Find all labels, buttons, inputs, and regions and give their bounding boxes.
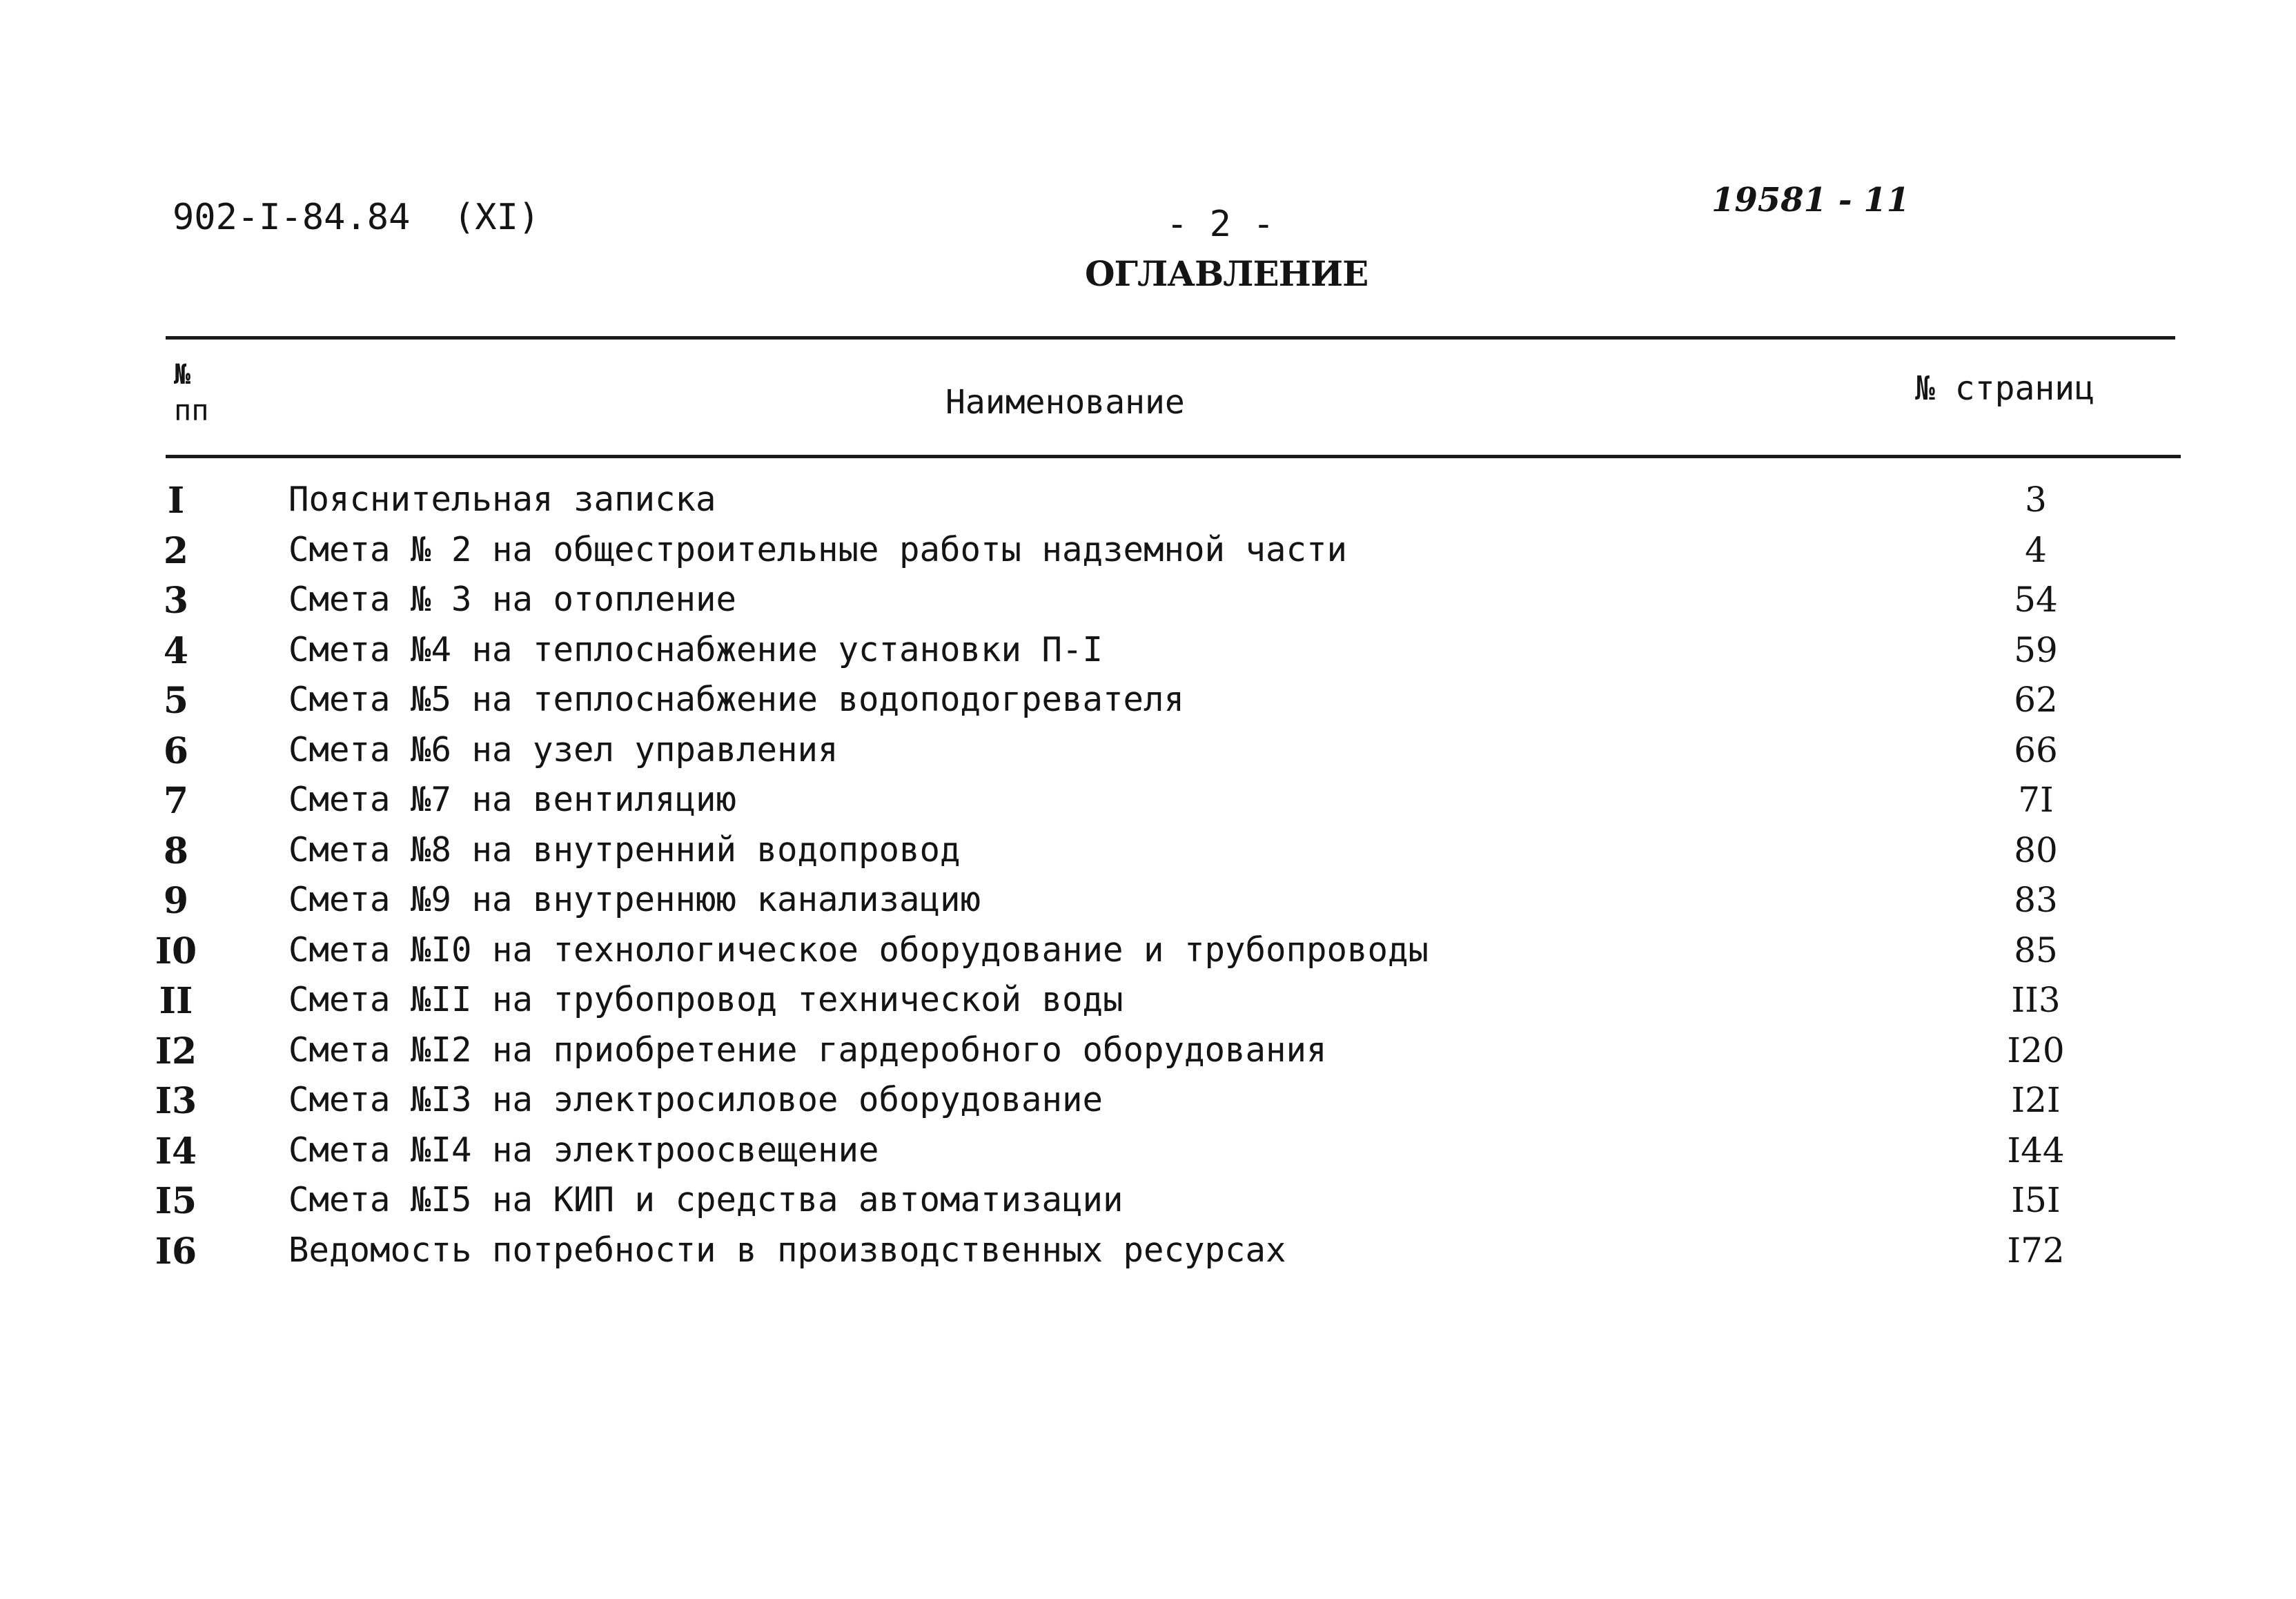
table-row — [0, 980, 2296, 1030]
table-row — [0, 830, 2296, 880]
table-row — [0, 780, 2296, 830]
row-number: I2 — [155, 1030, 197, 1072]
row-page: I2I — [2011, 1080, 2061, 1120]
row-name: Смета №5 на теплоснабжение водоподогревателя — [288, 680, 1185, 719]
table-row — [0, 1030, 2296, 1080]
table-top-rule — [166, 336, 2175, 340]
handwritten-code: 19581 - 11 — [1711, 181, 1910, 219]
column-header-pages: № страниц — [1915, 369, 2095, 408]
row-number: 6 — [163, 729, 189, 772]
row-page: I72 — [2007, 1230, 2065, 1271]
table-row — [0, 880, 2296, 930]
row-page: I44 — [2007, 1130, 2065, 1170]
row-page: II3 — [2011, 980, 2061, 1020]
row-number: I4 — [155, 1130, 197, 1173]
table-row — [0, 730, 2296, 780]
row-page: 54 — [2014, 580, 2058, 620]
page-number: - 2 - — [1166, 204, 1275, 245]
row-name: Смета №I4 на электроосвещение — [288, 1130, 879, 1170]
row-page: 4 — [2025, 529, 2047, 570]
row-name: Смета №4 на теплоснабжение установки П-I — [288, 629, 1103, 669]
document-code: 902-I-84.84 (XI) — [173, 197, 540, 238]
row-name: Смета №II на трубопровод технической воды — [288, 980, 1124, 1019]
row-number: I3 — [155, 1080, 197, 1122]
row-name: Смета № 2 на общестроительные работы надземной части — [288, 529, 1348, 569]
row-page: 80 — [2014, 830, 2058, 870]
table-row — [0, 680, 2296, 729]
row-number: I6 — [155, 1230, 197, 1273]
row-number: 4 — [163, 629, 189, 672]
row-page: 3 — [2025, 480, 2047, 520]
table-row — [0, 1130, 2296, 1180]
table-row — [0, 1230, 2296, 1280]
row-number: II — [159, 980, 193, 1022]
row-page: I20 — [2007, 1030, 2065, 1070]
row-number: 7 — [163, 780, 189, 822]
row-name: Пояснительная записка — [288, 480, 716, 519]
row-name: Смета №I5 на КИП и средства автоматизации — [288, 1180, 1124, 1219]
row-page: 62 — [2014, 680, 2058, 720]
table-row — [0, 630, 2296, 680]
row-number: 2 — [163, 529, 189, 572]
row-name: Смета №I2 на приобретение гардеробного оборудования — [288, 1030, 1327, 1070]
page-title: ОГЛАВЛЕНИЕ — [1085, 253, 1368, 294]
row-name: Смета №7 на вентиляцию — [288, 780, 737, 819]
row-name: Смета №8 на внутренний водопровод — [288, 830, 961, 870]
row-page: 7I — [2018, 780, 2054, 820]
row-page: 83 — [2014, 880, 2058, 920]
row-page: 85 — [2014, 930, 2058, 970]
table-row — [0, 1180, 2296, 1230]
row-name: Смета №6 на узел управления — [288, 729, 838, 769]
table-row — [0, 530, 2296, 580]
row-number: 9 — [163, 880, 189, 922]
row-number: I5 — [155, 1180, 197, 1222]
row-number: I0 — [155, 930, 197, 972]
row-name: Смета № 3 на отопление — [288, 580, 737, 619]
row-name: Смета №I3 на электросиловое оборудование — [288, 1080, 1103, 1119]
table-header-rule — [166, 455, 2181, 458]
row-name: Смета №I0 на технологическое оборудование и трубопроводы — [288, 930, 1429, 970]
row-name: Смета №9 на внутреннюю канализацию — [288, 880, 981, 919]
table-row — [0, 480, 2296, 529]
row-page: 59 — [2014, 629, 2058, 670]
table-row — [0, 930, 2296, 980]
column-header-number-sign: № — [174, 359, 191, 391]
row-number: 5 — [163, 680, 189, 722]
column-header-name: Наименование — [945, 383, 1185, 422]
row-number: 8 — [163, 830, 189, 872]
table-row — [0, 1080, 2296, 1130]
row-page: I5I — [2011, 1180, 2061, 1220]
row-page: 66 — [2014, 729, 2058, 770]
row-name: Ведомость потребности в производственных ресурсах — [288, 1230, 1286, 1270]
row-number: I — [167, 480, 185, 522]
row-number: 3 — [163, 580, 189, 622]
table-row — [0, 580, 2296, 629]
column-header-number: пп — [174, 393, 209, 427]
